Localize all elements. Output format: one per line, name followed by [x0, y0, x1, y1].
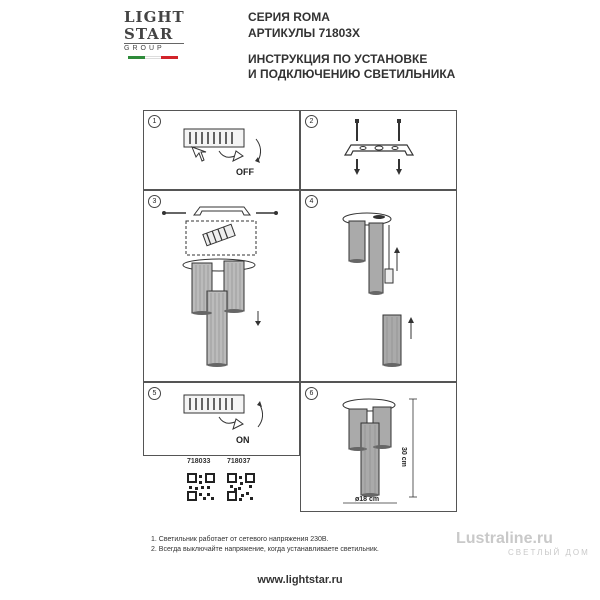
diameter-dimension: ø18 cm — [355, 496, 380, 503]
step-5-panel — [143, 382, 300, 456]
mounting-bracket-illustration — [301, 111, 456, 189]
note-2: 2. Всегда выключайте напряжение, когда устанавливаете светильник. — [151, 546, 379, 553]
website-link[interactable]: www.lightstar.ru — [257, 574, 343, 586]
logo-line-3: GROUP — [124, 45, 165, 52]
step-3-panel — [143, 190, 300, 382]
step-4-number: 4 — [305, 195, 318, 208]
step-4-panel — [300, 190, 457, 382]
title-line-2: И ПОДКЛЮЧЕНИЮ СВЕТИЛЬНИКА — [248, 67, 456, 81]
qr-block-718037 — [227, 458, 255, 506]
watermark-tagline: СВЕТЛЫЙ ДОМ — [508, 548, 590, 557]
step-2-panel — [300, 110, 457, 190]
watermark-brand: Lustraline.ru — [456, 530, 553, 547]
qr-code-icon — [227, 473, 255, 501]
step-5-number: 5 — [148, 387, 161, 400]
logo-line-2: STAR — [124, 25, 174, 43]
switch-on-illustration — [144, 383, 299, 455]
qr-code-icon — [187, 473, 215, 501]
wiring-and-mounting-illustration — [144, 191, 299, 381]
articles-label: АРТИКУЛЫ 71803X — [248, 26, 360, 40]
step-1-panel — [143, 110, 300, 190]
qr-code-label: 718037 — [227, 458, 251, 465]
qr-block-718033 — [187, 458, 215, 506]
step-6-number: 6 — [305, 387, 318, 400]
step-3-number: 3 — [148, 195, 161, 208]
step-6-panel — [300, 382, 457, 512]
instruction-grid — [143, 110, 455, 510]
qr-code-label: 718033 — [187, 458, 211, 465]
title-line-1: ИНСТРУКЦИЯ ПО УСТАНОВКЕ — [248, 52, 428, 66]
italian-flag-stripe — [128, 56, 178, 59]
dimensions-illustration — [301, 383, 456, 511]
switch-off-illustration — [144, 111, 299, 189]
logo-line-1: LIGHT — [124, 8, 185, 26]
step-1-number: 1 — [148, 115, 161, 128]
note-1: 1. Светильник работает от сетевого напряжения 230В. — [151, 536, 329, 543]
step-1-off-label: OFF — [236, 167, 254, 177]
shade-installation-illustration — [301, 191, 456, 381]
height-dimension: 30 cm — [400, 447, 407, 467]
step-2-number: 2 — [305, 115, 318, 128]
logo-divider — [124, 43, 184, 44]
series-label: СЕРИЯ ROMA — [248, 10, 330, 24]
step-5-on-label: ON — [236, 435, 250, 445]
